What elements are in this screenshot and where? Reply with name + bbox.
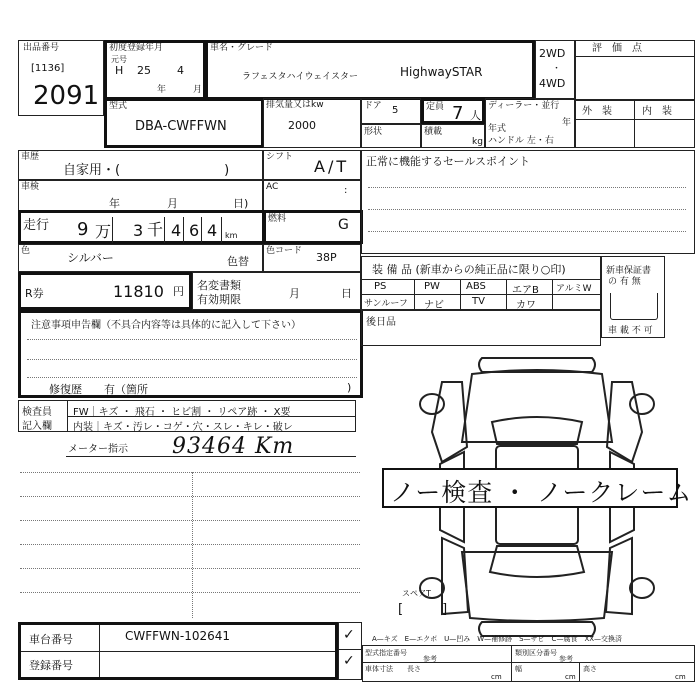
color-value: シルバー: [67, 251, 114, 265]
inspection-month: 月: [167, 197, 178, 210]
doors-box: [361, 98, 421, 124]
rear-window-outline: [490, 546, 584, 577]
equipment-label: 装 備 品 (新車からの純正品に限り○印): [372, 263, 566, 276]
width-unit: cm: [565, 673, 576, 681]
payload-box: [421, 124, 485, 148]
warranty-check-area: [610, 293, 658, 320]
inspector-fw: FW｜キズ ・ 飛石 ・ ヒビ割 ・ リペア跡 ・ X要: [73, 407, 291, 418]
repair-close: ): [347, 381, 352, 394]
shift-value: A/T: [314, 157, 350, 176]
color-box: [18, 244, 263, 272]
color-change-label: 色替: [227, 255, 249, 268]
equip-ps: PS: [374, 281, 387, 292]
model-label: 型式: [109, 101, 128, 111]
type-cert-label: 型式指定番号: [365, 649, 407, 657]
payload-label: 積載: [424, 127, 443, 137]
lot-number: 2091: [33, 81, 100, 111]
windshield-outline: [492, 417, 582, 444]
equip-airbag: エアB: [512, 285, 539, 296]
name-change-label2: 有効期限: [197, 293, 241, 306]
first-registration-label: 初度登録年月: [109, 43, 164, 53]
mileage-man: 万: [95, 222, 112, 241]
ac-label: AC: [266, 182, 279, 192]
front-right-wheel: [630, 394, 654, 414]
body-size-label: 車体寸法: [365, 665, 393, 673]
height-unit: cm: [675, 673, 686, 681]
repair-history: 修復歴 有（箇所: [49, 383, 148, 396]
selling-points-label: 正常に機能するセールスポイント: [366, 155, 531, 168]
history-value: 自家用・( ): [63, 163, 230, 178]
mileage-label: 走行: [23, 218, 50, 233]
notes-box: [18, 310, 363, 398]
displacement-box: [263, 98, 361, 148]
chassis-label: 車台番号: [29, 633, 73, 646]
check-mark-2: ✓: [343, 653, 355, 669]
inspection-year: 年: [109, 197, 120, 210]
drive-dot: ・: [552, 64, 562, 74]
check-mark-1: ✓: [343, 627, 355, 643]
recycle-label: R券: [25, 287, 44, 300]
dealer-label: ディーラー・並行: [488, 101, 560, 111]
warranty-title2: の 有 無: [608, 277, 641, 287]
equip-leather: カワ: [516, 300, 536, 311]
fuel-box: [263, 210, 363, 244]
height-label: 高さ: [583, 665, 597, 673]
color-label: 色: [21, 246, 31, 256]
dealer-year: 年: [562, 118, 572, 128]
capacity-unit: 人: [470, 109, 481, 122]
model-year-label: 年式: [488, 124, 507, 134]
drive-2wd: 2WD: [539, 47, 566, 60]
trunk-outline: [462, 552, 612, 621]
warranty-box: [601, 256, 665, 338]
inspector-label2: 記入欄: [22, 421, 52, 432]
capacity-box: [421, 98, 485, 124]
selling-points-box: [361, 150, 695, 254]
equip-sunroof: サンルーフ: [364, 299, 408, 309]
color-code-value: 38P: [316, 251, 337, 264]
car-name-box: [205, 40, 535, 100]
inspection-label: 車検: [21, 182, 40, 192]
color-code-box: [263, 244, 361, 272]
equip-alloy: アルミW: [556, 284, 592, 294]
spare-label: スペアT: [402, 589, 431, 598]
equip-navi: ナビ: [424, 300, 444, 311]
fuel-value: G: [338, 217, 349, 233]
ext-int-box: [575, 100, 695, 148]
shape-box: [361, 124, 421, 148]
warranty-note: 車 載 不 可: [608, 326, 653, 336]
car-name-value: ラフェスタハイウェイスター: [242, 72, 359, 82]
ac-value: :: [344, 185, 348, 196]
reg-no-label: 登録番号: [29, 659, 73, 672]
displacement-value: 2000: [288, 119, 316, 132]
damage-legend: A—キズ E—エクボ U—凹み W—補修跡 S—サビ C—腐食 XX—交換済: [372, 635, 623, 643]
evaluation-label: 評 価 点: [592, 43, 642, 54]
recycle-unit: 円: [173, 285, 184, 298]
recycle-value: 11810: [113, 282, 164, 301]
later-date-label: 後日品: [366, 317, 396, 328]
int-label: 内 装: [642, 106, 672, 117]
width-label: 幅: [515, 665, 522, 673]
ext-label: 外 装: [582, 106, 612, 117]
mileage-d1: 9: [77, 219, 89, 240]
era-value: H: [115, 64, 124, 77]
later-date-box: [361, 310, 601, 346]
name-change-box: [192, 272, 361, 310]
front-left-wheel: [420, 394, 444, 414]
notes-label: 注意事項申告欄（不具合内容等は具体的に記入して下さい）: [31, 320, 301, 331]
mileage-d2: 3: [133, 221, 144, 240]
model-value: DBA-CWFFWN: [135, 119, 227, 134]
mileage-sen: 千: [147, 220, 164, 239]
meter-value: 93464 Km: [172, 434, 295, 459]
lot-box: [18, 40, 104, 116]
inspection-box: [18, 180, 263, 212]
inspector-label1: 検査員: [22, 407, 52, 418]
rear-right-wheel: [630, 578, 654, 598]
lot-bracket: [1136]: [31, 63, 65, 74]
dealer-box: [485, 98, 575, 148]
stamp-text: ノー検査 ・ ノークレーム: [390, 478, 693, 507]
shift-label: シフト: [266, 152, 294, 162]
reg-year: 25: [137, 64, 151, 77]
equipment-box: [361, 256, 601, 310]
car-name-label: 車名・グレード: [210, 43, 274, 53]
length-label: 長さ: [407, 665, 421, 673]
mileage-unit: km: [225, 231, 238, 240]
reg-month: 4: [177, 64, 184, 77]
equip-abs: ABS: [466, 281, 486, 292]
capacity-value: 7: [452, 103, 464, 124]
ref1-label: 参考: [423, 655, 437, 663]
spare-value: [ ]: [398, 602, 448, 617]
shift-box: [263, 150, 361, 180]
drive-box: [535, 40, 575, 100]
chassis-box: [18, 622, 338, 680]
recycle-box: [18, 272, 192, 310]
length-unit: cm: [491, 673, 502, 681]
model-box: [104, 98, 264, 148]
no-inspection-stamp: [382, 468, 693, 508]
history-label: 車歴: [21, 152, 40, 162]
hood-outline: [462, 370, 612, 442]
gatsu-label: 月: [193, 85, 203, 95]
evaluation-box: [575, 40, 695, 100]
shape-label: 形状: [364, 127, 383, 137]
equip-tv: TV: [472, 296, 485, 307]
color-code-label: 色コード: [266, 246, 303, 256]
name-change-month: 月: [289, 287, 300, 300]
mileage-d3: 4: [171, 221, 182, 240]
name-change-label1: 名変書類: [197, 279, 241, 292]
mileage-d4: 6: [189, 221, 200, 240]
bottom-fields-box: [362, 645, 695, 682]
equip-pw: PW: [424, 281, 440, 292]
inspector-interior: 内装｜キズ・汚レ・コゲ・穴・スレ・キレ・破レ: [73, 422, 293, 433]
meter-label: メーター指示: [68, 444, 128, 455]
kind-label: 類別区分番号: [515, 649, 557, 657]
mileage-d5: 4: [207, 221, 218, 240]
ac-box: [263, 180, 361, 212]
warranty-title1: 新車保証書: [606, 266, 652, 276]
mileage-box: [18, 210, 265, 244]
chassis-value: CWFFWN-102641: [125, 629, 231, 643]
nen-label: 年: [157, 85, 167, 95]
payload-unit: kg: [472, 137, 483, 147]
era-top: 元号: [111, 55, 127, 64]
doors-value: 5: [392, 105, 399, 116]
first-registration-box: [104, 40, 206, 100]
history-box: [18, 150, 263, 180]
check-column: [338, 622, 362, 680]
displacement-label: 排気量又はkw: [266, 100, 324, 110]
lot-label: 出品番号: [23, 43, 60, 53]
handle-label: ハンドル 左・右: [488, 136, 554, 146]
inspector-box: [18, 400, 356, 432]
fuel-label: 燃料: [268, 214, 287, 224]
doors-label: ドア: [364, 101, 382, 111]
drive-4wd: 4WD: [539, 77, 566, 90]
car-grade-value: HighwaySTAR: [400, 65, 483, 79]
ref2-label: 参考: [559, 655, 573, 663]
inspection-day: 日): [233, 197, 249, 210]
capacity-label: 定員: [426, 102, 445, 112]
name-change-day: 日: [341, 287, 352, 300]
